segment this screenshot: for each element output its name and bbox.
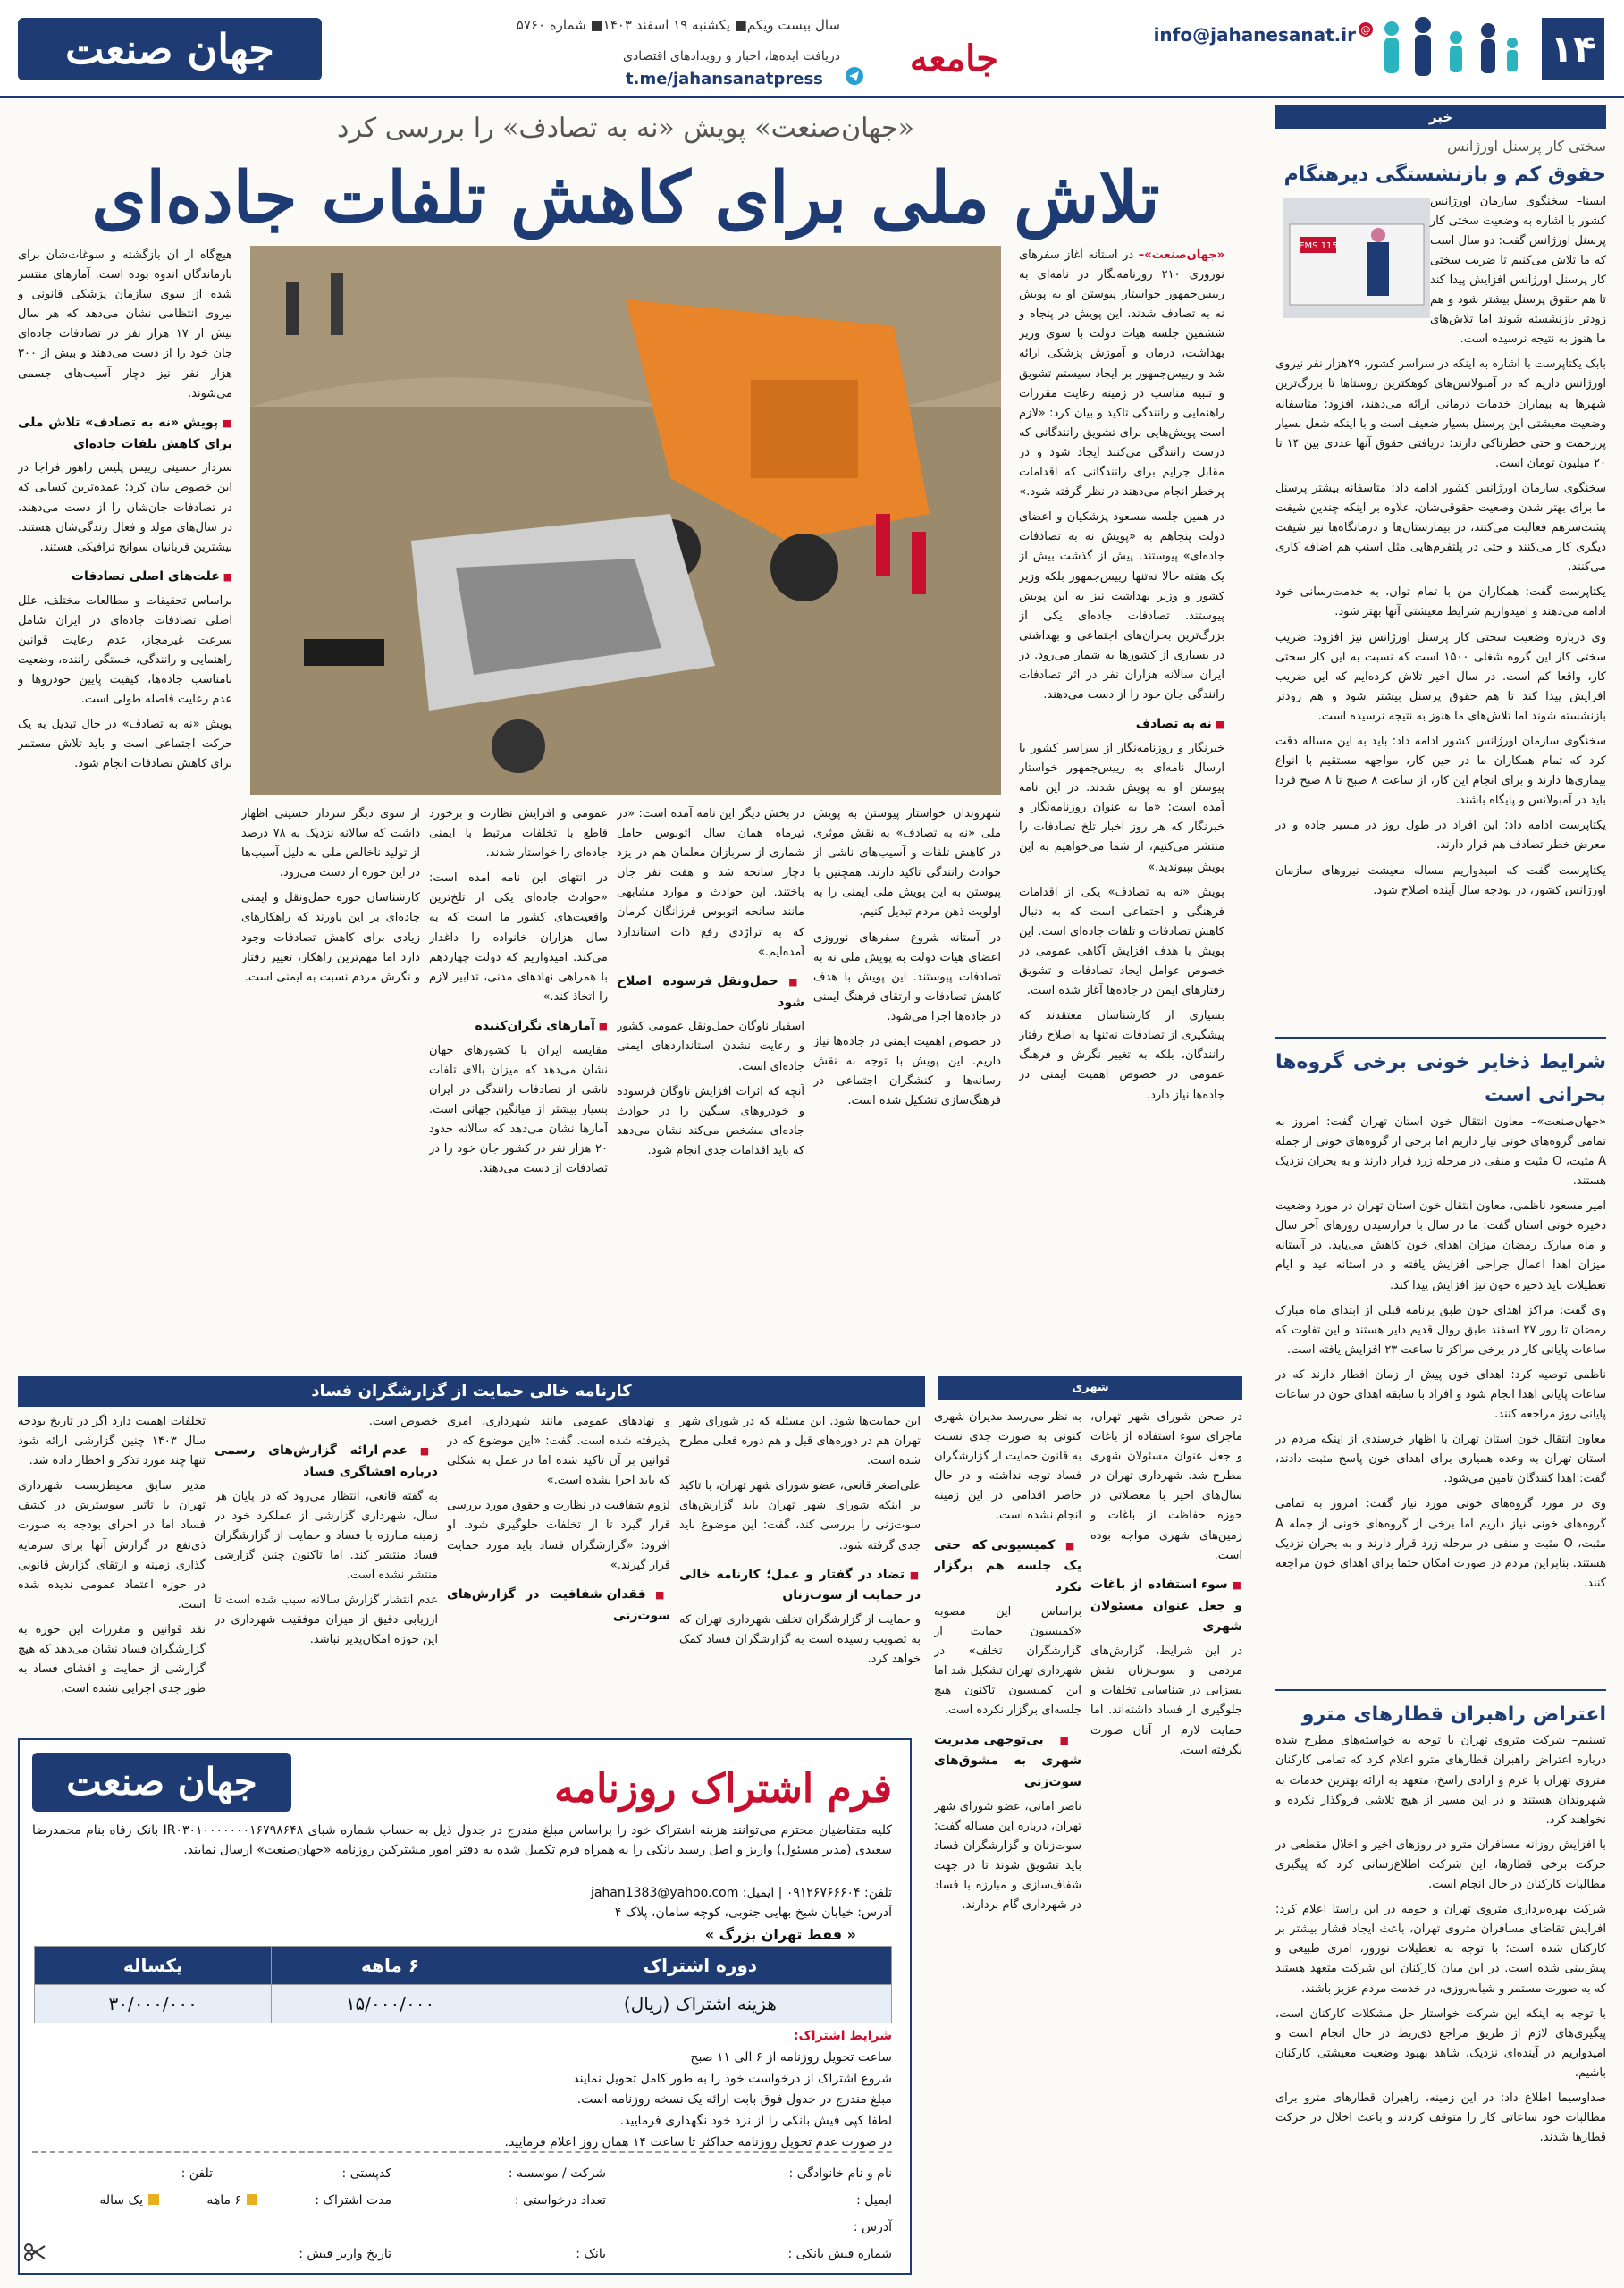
paragraph: شهروندان خواستار پیوستن به پویش ملی «نه به تصادف» به نقش موثری در کاهش تلفات و آسیب‌های ناشی از حوادث رانندگی تاکید دارند. همچنین با پیوستن به این پویش ملی ایمنی را به اولویت ذهن مردم تبدیل کنیم. — [813, 807, 1001, 920]
term-item: در صورت عدم تحویل روزنامه حداکثر تا ساعت ۱۴ همان روز اعلام فرمایید. — [504, 2134, 892, 2149]
term-item: شروع اشتراک از درخواست خود را به طور کامل تحویل نمایند — [573, 2071, 892, 2086]
paragraph: در انتهای این نامه آمده است: «حوادث جاده‌ای یکی از تلخ‌ترین واقعیت‌های کشور ما است که به سال هزاران خانواده را داغدار می‌کند. امیدواریم که دولت چهاردهم با همراهی نهادهای مدنی، تدابیر لازم را اتخاذ کند.» — [429, 871, 608, 1004]
lower-mid-column-3 — [679, 1412, 921, 1729]
paragraph: یکتاپرست ادامه داد: این افراد در طول روز در مسیر جاده و در معرض خطر تصادف هم قرار دارند. — [1275, 819, 1606, 853]
paragraph: عدم انتشار گزارش سالانه سبب شده است تا ارزیابی دقیق از میزان موفقیت شهرداری در این حوزه امکان‌پذیر نباشد. — [215, 1594, 438, 1647]
shahri-section-label: شهری — [938, 1376, 1242, 1400]
scissors-icon — [23, 2241, 46, 2264]
paragraph: عمومی و افزایش نظارت و برخورد قاطع با تخلفات مرتبط با ایمنی جاده‌ای را خواستار شدند. — [429, 807, 608, 861]
table-cell-cost-6m: ۱۵/۰۰۰/۰۰۰ — [272, 1985, 509, 2023]
telegram-icon — [845, 66, 864, 86]
svg-text:@: @ — [1360, 24, 1371, 36]
paragraph: و حمایت از گزارشگران تخلف شهرداری تهران که به تصویب رسیده است به گزارشگران فساد کمک خواهد کرد. — [679, 1613, 921, 1667]
email-icon — [1358, 21, 1374, 38]
paragraph: سردار حسینی رییس پلیس راهور فراجا در این خصوص بیان کرد: عمده‌ترین کسانی که در تصادفات جان‌شان را از دست می‌دهند، در سال‌های مولد و فعال زندگی‌شان هستند. بیشترین قربانیان سوانح ترافیکی هستند. — [18, 461, 232, 554]
term-item: مبلغ مندرج در جدول فوق بابت ارائه یک نسخه روزنامه است. — [576, 2092, 892, 2107]
paragraph: معاون انتقال خون استان تهران با اظهار خرسندی از اینکه مردم در استان تهران به وعده همیاری برای اهدای خون پاسخ مثبت دادند، گفت: اهدا کنندگان تامین می‌شود. — [1275, 1433, 1606, 1486]
subheading: ■ بی‌توجهی مدیریت شهری به مشوق‌های سوت‌زنی — [934, 1730, 1081, 1794]
main-column-1 — [1019, 246, 1224, 1363]
paragraph: وی گفت: مراکز اهدای خون طبق برنامه قبلی از ابتدای ماه مبارک رمضان تا روز ۲۷ اسفند طبق روال قدیم دایر هستند و این تفاوت که ساعات پایانی کار در برخی مراکز تا ساعت ۲۳ افزایش یافته است. — [1275, 1303, 1606, 1357]
paragraph: ناصر امانی، عضو شورای شهر تهران، درباره این مساله گفت: سوت‌زنان و گزارشگران فساد باید تشویق شوند تا در جهت شفاف‌سازی و مبارزه با فساد در شهرداری گام بردارند. — [934, 1799, 1081, 1913]
page-number: ۱۴ — [1542, 18, 1604, 80]
paragraph: لزوم شفافیت در نظارت و حقوق مورد بررسی قرار گیرد تا از تخلفات جلوگیری شود. او افزود: «گزارشگران فساد باید مورد حمایت قرار گیرند.» — [447, 1499, 670, 1572]
paragraph: مقایسه ایران با کشورهای جهان نشان می‌دهد که میزان بالای تلفات ناشی از تصادفات رانندگی در ایران بسیار بیشتر از میانگین جهانی است. آمارها نشان می‌دهد که سالانه حدود ۲۰ هزار نفر در کشور جان خود را در تصادفات از دست می‌دهند. — [429, 1043, 608, 1176]
paragraph: علی‌اصغر قانعی، عضو شورای شهر تهران، با تاکید بر اینکه شورای شهر تهران باید گزارش‌های سوت‌زنی را بررسی کند، گفت: این موضوع باید جدی گرفته شود. — [679, 1479, 921, 1552]
subscription-price-table — [34, 1946, 892, 2023]
lead-label: «جهان‌صنعت»– — [1138, 248, 1224, 262]
paragraph: سخنگوی سازمان اورژانس کشور ادامه داد: باید به این مساله دقت کرد که تمام همکاران ما در حین کار، مواجهه مستقیم با انواع بیماری‌ها دارند و برای انجام این کار، از ساعت ۸ صبح تا ۸ صبح فردا باید در آمبولانس و پایگاه باشند. — [1275, 735, 1606, 808]
shahri-column-2 — [1090, 1408, 1242, 2279]
paragraph: آنچه که اثرات افزایش ناوگان فرسوده و خودروهای سنگین را در حوادث جاده‌ای مشخص می‌کند نشان می‌دهد که باید اقدامات جدی انجام شود. — [617, 1084, 804, 1157]
paragraph: مدیر سابق محیط‌زیست شهرداری تهران با تاثیر سوسترش در کشف فساد اما در اجرای بودجه به صورت ذی‌نفع در گزارش آنها برای سرمایه گذاری زمینه و ارتقای گزارش قانونی در حوزه اعتماد عمومی ندیده شده است. — [18, 1479, 206, 1611]
paragraph: شرکت بهره‌برداری متروی تهران و حومه در این راستا اعلام کرد: افزایش تقاضای مسافران متروی تهران، باعث ایجاد فشار بیشتر بر کارکنان شده است؛ با توجه به تعطیلات نوروز، امری طبیعی و پیش‌بینی شده است. در این میان کارکنان این شرکت متعهد هستند که به صورت مستمر و شبانه‌روزی، در خدمت مردم عزیز باشند. — [1275, 1903, 1606, 1996]
section-title: جامعه — [909, 38, 998, 80]
story-kicker: سختی کار پرسنل اورژانس — [1447, 138, 1606, 155]
accident-photo — [250, 246, 1001, 795]
paragraph: وی در مورد گروه‌های خونی مورد نیاز گفت: امروز به تمامی گروه‌های خونی نیاز داریم اما برخی از گروه‌های خونی از جمله A مثبت، O مثبت و منفی در مرحله زرد قرار دارند و به بحران نزدیک هستند. بنابراین مردم در صورت امکان حتما برای اهدای خون مراجعه کنند. — [1275, 1497, 1606, 1590]
paragraph: صداوسیما اطلاع داد: در این زمینه، راهبران قطارهای مترو برای مطالبات خود ساعاتی کار را متوقف کردند و باعث اخلال در حرکت قطارها شدند. — [1275, 2090, 1606, 2145]
shahri-column-1 — [934, 1408, 1081, 2279]
svg-text:EMS 115: EMS 115 — [1299, 240, 1338, 251]
option-1y: یک ساله — [99, 2193, 143, 2208]
paragraph: به نظر می‌رسد مدیران شهری کنونی به صورت جدی نسبت به قانون حمایت از گزارشگران فساد توجه نداشته و در حال حاضر اقدامی در این زمینه انجام نشده است. — [934, 1410, 1081, 1523]
main-kicker: «جهان‌صنعت» پویش «نه به تصادف» را بررسی کرد — [337, 113, 914, 144]
field-company[interactable]: شرکت / موسسه : — [508, 2166, 606, 2181]
paragraph: در این شرایط، گزارش‌های مردمی و سوت‌زنان نقش بسزایی در شناسایی تخلفات و جلوگیری از فساد داشته‌اند. اما حمایت لازم از آنان صورت نگرفته است. — [1090, 1644, 1242, 1757]
telegram-text: دریافت ایده‌ها، اخبار و رویدادهای اقتصادی — [623, 49, 840, 63]
option-6m: ۶ ماهه — [206, 2193, 241, 2208]
paragraph: در بخش دیگر این نامه آمده است: «در تیرماه همان سال اتوبوس حامل شماری از سربازان معلمان هم در یزد دچار سانحه شد و هفت نفر جان باختند. این حوادث و موارد مشابهی مانند سانحه اتوبوس فرزانگان کرمان که به تراژدی رفع ذات استاندارد آمده‌ایم.» — [617, 807, 804, 959]
paragraph: براساس تحقیقات و مطالعات مختلف، علل اصلی تصادفات جاده‌ای در ایران شامل سرعت غیرمجاز، عدم رعایت قوانین راهنمایی و رانندگی، خستگی راننده، وضعیت نامناسب جاده‌ها، کیفیت پایین خودروها و عدم رعایت فاصله طولی است. — [18, 593, 232, 707]
term-item: ساعت تحویل روزنامه از ۶ الی ۱۱ صبح — [690, 2049, 892, 2065]
subheading: ■ عدم ارائه گزارش‌های رسمی درباره افشاگری فساد — [215, 1441, 438, 1484]
sidebar-story-metro — [1275, 1689, 1606, 2279]
subheading: ■ آمارهای نگران‌کننده — [429, 1016, 608, 1038]
paragraph: نقد قوانین و مقررات این حوزه به گزارشگران فساد نشان می‌دهد که هیچ گزارشی از حمایت و افشای فساد به طور جدی اجرایی نشده است. — [18, 1622, 206, 1696]
paragraph: «جهان‌صنعت»– معاون انتقال خون استان تهران گفت: امروز به تمامی گروه‌های خونی نیاز داریم اما برخی از گروه‌های خونی از جمله A مثبت، O مثبت و منفی در مرحله زرد قرار دارند و به بحران نزدیک هستند. — [1275, 1115, 1606, 1189]
paragraph: در همین جلسه مسعود پزشکیان و اعضای دولت پنجاهم به «پویش نه به تصادفات جاده‌ای» پیوستند. پیش از گذشت بیش از یک هفته حالا نه‌تنها رییس‌جمهور بلکه وزیر کشور و وزیر بهداشت نیز به این پویش پیوستند. تصادفات جاده‌ای یکی از بزرگ‌ترین بحران‌های اجتماعی و بهداشتی در بسیاری از کشورها به شمار می‌رود. در ایران سالانه هزاران نفر در اثر تصادفات رانندگی جان خود را از دست می‌دهند. — [1019, 510, 1224, 702]
field-receipt[interactable]: شماره فیش بانکی : — [787, 2247, 892, 2261]
paragraph: ناظمی توصیه کرد: اهدای خون پیش از زمان افطار دارند که در ساعات پایانی اهدا انجام شود و افراد با سابقه اهدای خون در ساعات پایانی روز مراجعه کنند. — [1275, 1367, 1606, 1422]
lower-mid-column-1 — [215, 1412, 438, 1729]
subscription-title: فرم اشتراک روزنامه — [554, 1766, 892, 1812]
field-name[interactable]: نام و نام خانوادگی : — [788, 2166, 892, 2181]
field-bank[interactable]: بانک : — [576, 2247, 606, 2261]
paragraph: پویش «نه به تصادف» یکی از اقدامات فرهنگی و اجتماعی است که به دنبال کاهش تصادفات و تلفات جاده‌ای است. این پویش با هدف افزایش آگاهی عمومی در خصوص عوامل ایجاد تصادفات و تشویق رفتارهای ایمن در جاده‌ها آغاز شده است. — [1019, 885, 1224, 998]
field-date[interactable]: تاریخ واریز فیش : — [299, 2247, 391, 2261]
table-head-6m: ۶ ماهه — [272, 1947, 509, 1985]
paragraph: پویش «نه به تصادف» در حال تبدیل به یک حرکت اجتماعی است و باید تلاش مستمر برای کاهش تصادفات انجام شود. — [18, 718, 232, 771]
paragraph: امیر مسعود ناظمی، معاون انتقال خون استان تهران در مورد وضعیت ذخیره خونی استان گفت: ما در سال با فرارسیدن روزهای آخر سال و ماه مبارک رمضان میزان اهدای خون کاهش می‌یابد. در آستانه میزان اهدا اعمال جراحی افزایش یافته و در آستانه عید و ایام تعطیلات باید ذخیره خون نیز افزایش پیدا کند. — [1275, 1199, 1606, 1292]
paragraph: کارشناسان حوزه حمل‌ونقل و ایمنی جاده‌ای بر این باورند که راهکارهای زیادی برای کاهش تصادفات وجود دارد اما مهم‌ترین راهکار، تغییر رفتار و نگرش مردم نسبت به ایمنی است. — [241, 891, 420, 984]
lower-band-title: کارنامه خالی حمایت از گزارشگران فساد — [18, 1376, 925, 1407]
paragraph: تسنیم– شرکت متروی تهران با توجه به خواسته‌های مطرح شده درباره اعتراض راهبران قطارهای مترو اعلام کرد که تمامی کارکنان متروی تهران با عزم و ارادی راسخ، متعهد به ارائه بهترین خدمات به شهروندان هستند و در این مسیر از هیچ تلاشی فروگذار نکرده و نخواهند کرد. — [1275, 1734, 1606, 1827]
main-column-3 — [617, 804, 804, 1363]
main-column-4 — [429, 804, 608, 1363]
family-icon — [1374, 13, 1526, 84]
paragraph: بابک یکتاپرست با اشاره به اینکه در سراسر کشور، ۲۹هزار نفر نیروی اورژانس داریم که در آمبولانس‌های کوهکترین روستاها تا بزرگ‌ترین شهرها به بیماران خدمات درمانی ارائه می‌دهند، افزود: متاسفانه وضعیت معیشتی این پرسنل بسیار ضعیف است و با اینکه شغل بسیار پرزحمت و حتی خطرناکی دارند؛ دریافتی حقوق آنها عددی بین ۱۴ تا ۲۰ میلیون تومان است. — [1275, 358, 1606, 470]
paragraph: در صحن شورای شهر تهران، ماجرای سوء استفاده از باغات و جعل عنوان مسئولان شهری مطرح شد. شهرداری تهران در سال‌های اخیر با معضلاتی در حوزه حفاظت از باغات و زمین‌های شهری مواجه بوده است. — [1090, 1410, 1242, 1562]
checkbox-1y[interactable] — [148, 2194, 159, 2205]
subscription-contact: تلفن: ۰۹۱۲۶۷۶۶۶۰۴ | ایمیل: jahan1383@yahoo.com — [590, 1886, 892, 1900]
subheading: ■ فقدان شفافیت در گزارش‌های سوت‌زنی — [447, 1585, 670, 1628]
subscription-intro: کلیه متقاضیان محترم می‌توانند هزینه اشتراک خود را براساس مبلغ مندرج در جدول ذیل به حساب شماره شبای IR۰۳۰۱۰۰۰۰۰۰۰۱۶۷۹۸۶۴۸ بانک رفاه بنام محمدرضا سعیدی (مدیر مسئول) واریز و اصل رسید بانکی را به همراه فرم تکمیل شده به دفتر امور مشترکین روزنامه «جهان‌صنعت» ارسال نمایند. — [32, 1823, 893, 1858]
main-column-5 — [241, 804, 420, 1363]
subheading: ■ کمیسیونی که حتی یک جلسه هم برگزار نکرد — [934, 1535, 1081, 1599]
paragraph: هیچ‌گاه از آن بازگشته و سوغات‌شان برای بازماندگان اندوه بوده است. آمارهای منتشر شده از سوی سازمان پزشکی قانونی و نیروی انتظامی نشان می‌دهد که هر سال بیش از ۱۷ هزار نفر در تصادفات جاده‌ای جان خود را از دست می‌دهند و بیش از ۳۰۰ هزار نفر نیز دچار آسیب‌های جسمی می‌شوند. — [18, 248, 232, 400]
subscription-terms — [391, 2026, 892, 2154]
subheading: ■ حمل‌ونقل فرسوده اصلاح شود — [617, 972, 804, 1014]
paragraph: در آستانه شروع سفرهای نوروزی اعضای هیات دولت به پویش ملی نه به تصادفات پیوستند. این پویش با هدف کاهش تصادفات و ارتقای فرهنگ ایمنی در جاده‌ها اجرا می‌شود. — [813, 930, 1001, 1023]
table-cell-cost-1y: ۳۰/۰۰۰/۰۰۰ — [35, 1985, 272, 2023]
table-head-1y: یکساله — [35, 1947, 272, 1985]
subheading: ■ پویش «نه به تصادف» تلاش ملی برای کاهش تلفات جاده‌ای — [18, 413, 232, 456]
paragraph: براساس این مصوبه «کمیسیون حمایت از گزارشگران تخلف» در شهرداری تهران تشکیل شد اما این کمیسیون تاکنون هیچ جلسه‌ای برگزار نکرده است. — [934, 1604, 1081, 1718]
field-address[interactable]: آدرس : — [853, 2220, 892, 2234]
paragraph: یکتاپرست گفت که امیدواریم مساله معیشت نیروهای سازمان اورژانس کشور، در بودجه سال آینده اصلاح شود. — [1275, 863, 1606, 897]
sidebar-section-label: خبر — [1275, 105, 1606, 129]
subheading: ■ علت‌های اصلی تصادفات — [18, 567, 232, 588]
main-column-6 — [18, 246, 232, 1363]
main-column-2 — [813, 804, 1001, 1363]
subscription-logo: جهان صنعت — [32, 1753, 291, 1812]
field-email[interactable]: ایمیل : — [856, 2193, 892, 2208]
paragraph: در استانه آغاز سفرهای نوروزی ۲۱۰ روزنامه‌نگار در نامه‌ای به رییس‌جمهور خواستار پیوستن او به پویش نه به تصادف شدند. این پویش در پنجاه و ششمین جلسه هیات دولت با سوی وزیر بهداشت، درمان و آموزش پزشکی ارائه شد و رییس‌جمهور بر ایجاد سیستم تشویق و تنبیه مناسب در زمینه رعایت مقررات راهنمایی و رانندگی تاکید و بیان کرد: «لازم است پویش‌هایی برای تشویق رانندگانی که درست رانندگی می‌کنند ایجاد شود و در مقابل جرایم برای رانندگانی که اقدامات پرخطر انجام می‌دهند در نظر گرفته شود.» — [1019, 248, 1224, 500]
paragraph: بسیاری از کارشناسان معتقدند که پیشگیری از تصادفات نه‌تنها به اصلاح رفتار رانندگان، بلکه به تغییر نگرش و فرهنگ عمومی در خصوص اهمیت ایمنی در جاده‌ها نیاز دارد. — [1019, 1009, 1224, 1102]
ambulance-photo — [1283, 198, 1430, 318]
subheading: ■ سوء استفاده از باغات و جعل عنوان مسئولان شهری — [1090, 1575, 1242, 1638]
story-title: اعتراض راهبران قطارهای مترو — [1301, 1703, 1606, 1726]
tehran-only-label: « فقط تهران بزرگ » — [704, 1926, 856, 1943]
paragraph: یکتاپرست گفت: همکاران من با تمام توان، به خدمت‌رسانی خود ادامه می‌دهند و امیدواریم شرایط معیشتی آنها بهتر شود. — [1275, 585, 1606, 619]
checkbox-6m[interactable] — [247, 2194, 257, 2205]
telegram-link[interactable]: t.me/jahansanatpress — [626, 70, 823, 88]
sidebar-story-ems — [1275, 134, 1606, 1028]
newspaper-logo: جهان صنعت — [18, 18, 322, 80]
paragraph: این حمایت‌ها شود. این مسئله که در شورای شهر تهران هم در دوره‌های قبل و هم دوره فعلی مطرح شده است. — [679, 1415, 921, 1468]
paragraph: اسفبار ناوگان حمل‌ونقل عمومی کشور و رعایت نشدن استانداردهای ایمنی جاده‌ای است. — [617, 1020, 804, 1073]
story-title: حقوق کم و بازنشستگی دیرهنگام — [1283, 164, 1606, 187]
paragraph: خبرنگار و روزنامه‌نگار از سراسر کشور با ارسال نامه‌ای به رییس‌جمهور خواستار پیوستن او به پویش شدند. در این نامه آمده است: «ما به عنوان روزنامه‌نگار و خبرنگار که هر روز اخبار تلخ تصادفات را منتشر می‌کنیم، از شما می‌خواهیم به این پویش بپیوندید.» — [1019, 741, 1224, 874]
subheading: ■ نه به تصادف — [1019, 714, 1224, 736]
subheading: ■ تضاد در گفتار و عمل؛ کارنامه خالی در حمایت از سوت‌زنان — [679, 1565, 921, 1608]
paragraph: در خصوص اهمیت ایمنی در جاده‌ها نیاز داریم. این پویش با توجه به نقش رسانه‌ها و کنشگران اجتماعی در فرهنگ‌سازی تشکیل شده است. — [813, 1035, 1001, 1108]
story-title: شرایط ذخایر خونی برخی گروه‌ها بحرانی است — [1275, 1051, 1606, 1107]
main-headline: تلاش ملی برای کاهش تلفات جاده‌ای — [91, 157, 1160, 239]
subscription-address: آدرس: خیابان شیخ بهایی جنوبی، کوچه سامان، پلاک ۴ — [614, 1905, 892, 1920]
field-phone[interactable]: تلفن : — [181, 2166, 213, 2181]
table-head-cost: هزینه اشتراک (ریال) — [509, 1985, 891, 2023]
subscription-fields — [32, 2151, 892, 2267]
field-period: مدت اشتراک : — [315, 2193, 391, 2208]
field-postcode[interactable]: کدپستی : — [341, 2166, 391, 2181]
subscription-form — [18, 1738, 912, 2275]
terms-title: شرایط اشتراک: — [793, 2029, 892, 2043]
paragraph: تخلفات اهمیت دارد اگر در تاریخ بودجه سال ۱۴۰۳ چنین گزارشی ارائه شود تنها چند مورد تذکر و اخطار داده شد. — [18, 1415, 206, 1468]
paragraph: خصوص است. — [368, 1415, 438, 1428]
paragraph: ایسنا– سخنگوی سازمان اورژانس کشور با اشاره به وضعیت سختی کار پرسنل اورژانس گفت: دو سال است که ما تلاش می‌کنیم تا ضریب سختی کار پرسنل اورژانس افزایش پیدا کند تا هم حقوق پرسنل بیشتر شود و هم زودتر بازنشسته شوند اما تلاش‌های ما هنوز به نتیجه نرسیده است. — [1430, 194, 1606, 347]
email-link[interactable]: info@jahanesanat.ir — [1153, 24, 1356, 46]
sidebar-story-blood — [1275, 1037, 1606, 1680]
paragraph: با افزایش روزانه مسافران مترو در روزهای اخیر و اخلال مقطعی در حرکت برخی قطارها، این شرکت اطلاع‌رسانی کرد که پیگیری مطالبات کارکنان در حال انجام است. — [1275, 1838, 1606, 1892]
lower-left-column — [18, 1412, 206, 1729]
paragraph: وی درباره وضعیت سختی کار پرسنل اورژانس نیز افزود: ضریب سختی کار این گروه شغلی ۱۵۰۰ است که نسبت به این کار سختی کار، واقعا کم است. در سال اخیر تلاش کرده‌ایم که این ضریب افزایش پیدا کند تا هم حقوق پرسنل بیشتر شود و هم زودتر بازنشسته شوند اما تلاش‌های ما هنوز به نتیجه نرسیده است. — [1275, 630, 1606, 723]
lower-mid-column-2 — [447, 1412, 670, 1729]
paragraph: به گفته قانعی، انتظار می‌رود که در پایان هر سال، شهرداری گزارشی از عملکرد خود در زمینه مبارزه با فساد و حمایت از گزارشگران فساد منتشر کند. اما تاکنون چنین گزارشی منتشر نشده است. — [215, 1489, 438, 1583]
paragraph: و نهادهای عمومی مانند شهرداری، امری پذیرفته شده است. گفت: «این موضوع که در قوانین بر آن تاکید شده اما در عمل به شکلی که باید اجرا نشده است.» — [447, 1415, 670, 1488]
paragraph: با توجه به اینکه این شرکت خواستار حل مشکلات کارکنان است، پیگیری‌های لازم از طریق مراجع ذی‌ربط در حال انجام است و امیدواریم در آینده‌ای نزدیک، شاهد بهبود وضعیت معیشتی کارکنان باشیم. — [1275, 2006, 1606, 2080]
paragraph: از سوی دیگر سردار حسینی اظهار داشت که سالانه نزدیک به ۷۸ درصد از تولید ناخالص ملی به دلیل آسیب‌ها در این حوزه از دست می‌رود. — [241, 807, 420, 880]
field-count[interactable]: تعداد درخواستی : — [514, 2193, 606, 2208]
issue-meta: سال بیست ویکم■ یکشنبه ۱۹ اسفند ۱۴۰۳■ شماره ۵۷۶۰ — [516, 17, 840, 33]
table-head-period: دوره اشتراک — [509, 1947, 891, 1985]
paragraph: سخنگوی سازمان اورژانس کشور ادامه داد: متاسفانه بیشتر پرسنل ما برای بهتر شدن وضعیت حقوقی‌شان، علاوه بر اینکه چندین شیفت پشت‌سرهم فعالیت می‌کنند، در بیمارستان‌ها و درمانگاه‌ها نیز شیفت دیگری کار می‌کنند و حتی در پلتفرم‌هایی مثل اسنپ هم اضافه کاری می‌کنند. — [1275, 481, 1606, 575]
term-item: لطفا کپی فیش بانکی را از نزد خود نگهداری فرمایید. — [619, 2114, 892, 2129]
